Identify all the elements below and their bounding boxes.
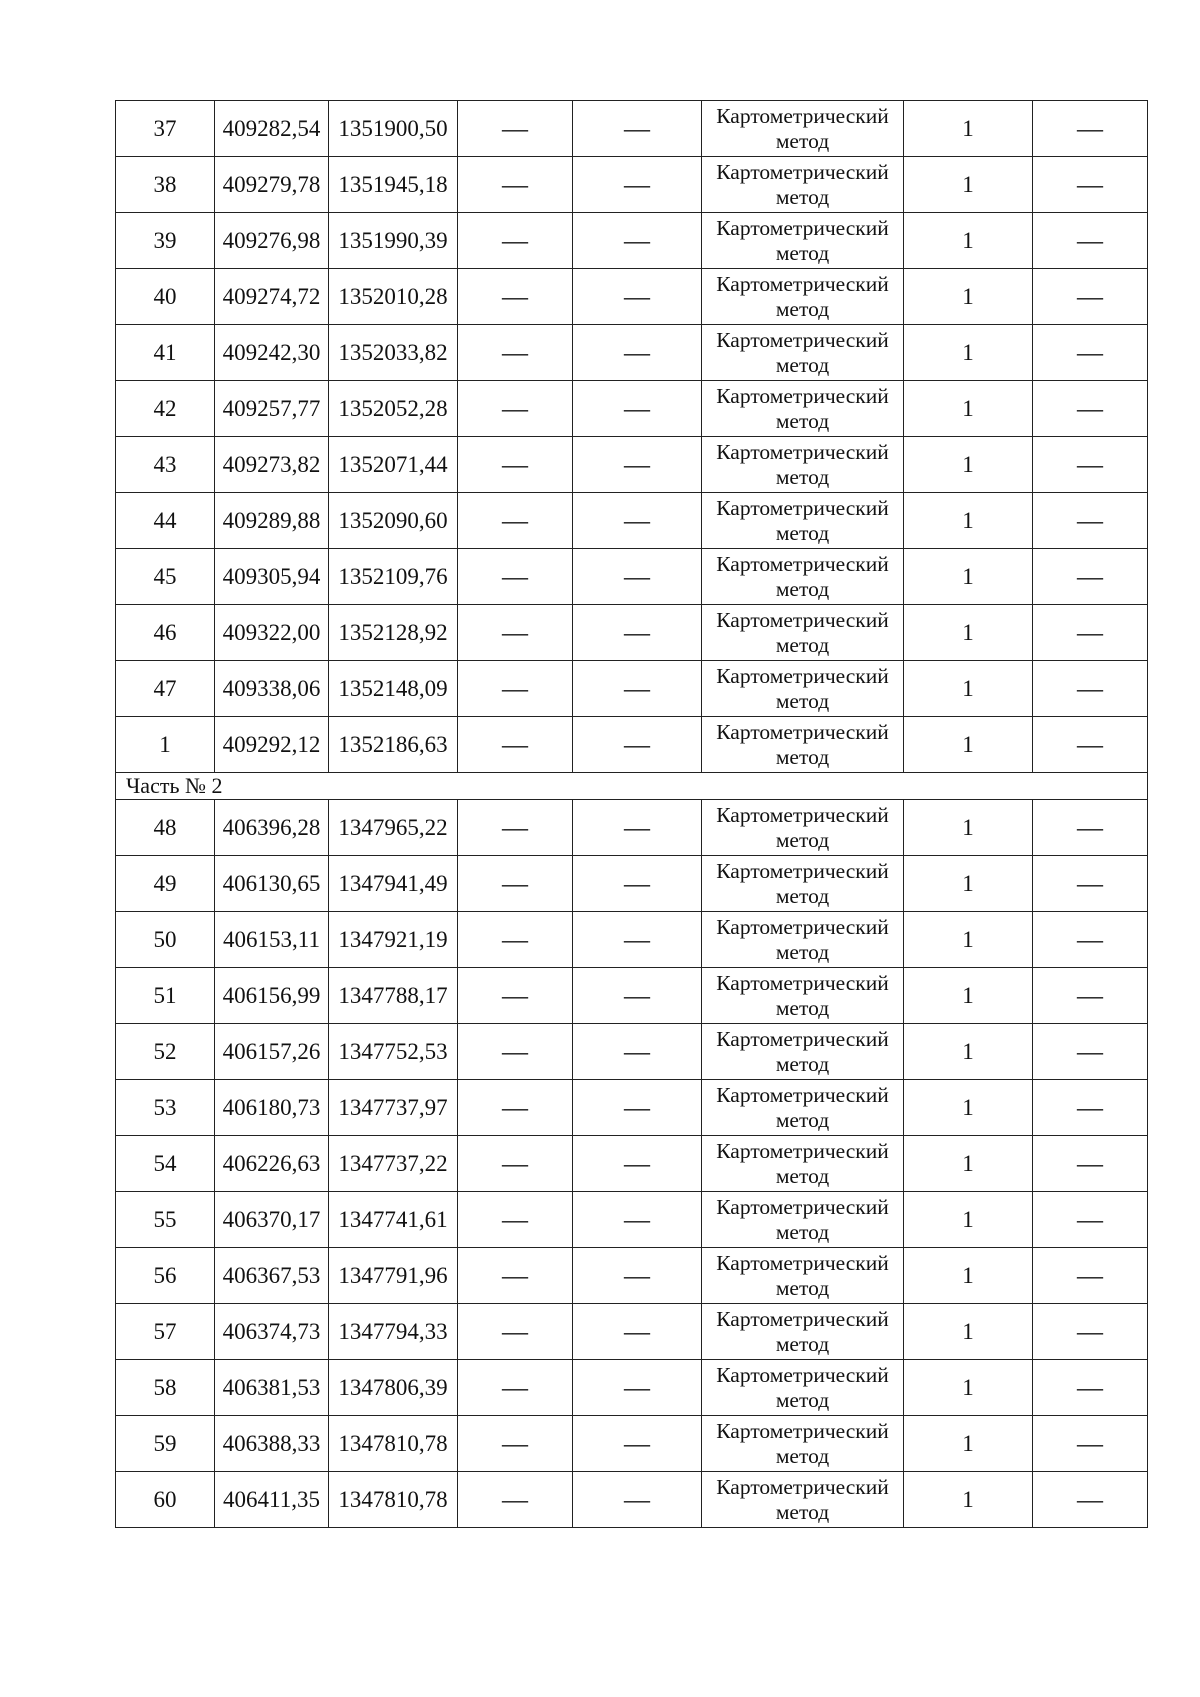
- y-coordinate-cell: 1347737,97: [329, 1080, 458, 1136]
- dash-cell: —: [458, 1360, 573, 1416]
- method-cell: [702, 1080, 904, 1136]
- y-coordinate-cell: 1352090,60: [329, 493, 458, 549]
- dash-cell: —: [458, 549, 573, 605]
- method-text-line: метод: [775, 184, 830, 209]
- y-coordinate-cell: 1347941,49: [329, 856, 458, 912]
- y-coordinate-cell: 1352033,82: [329, 325, 458, 381]
- method-cell: [702, 1136, 904, 1192]
- accuracy-cell: 1: [904, 1472, 1033, 1528]
- dash-cell: —: [1033, 661, 1148, 717]
- table-row: [116, 437, 1148, 493]
- y-coordinate-cell: 1347737,22: [329, 1136, 458, 1192]
- coordinates-table: [115, 100, 1148, 1528]
- y-coordinate-cell: 1352128,92: [329, 605, 458, 661]
- dash-cell: —: [1033, 269, 1148, 325]
- dash-cell: —: [573, 1360, 702, 1416]
- dash-cell: —: [1033, 381, 1148, 437]
- dash-cell: —: [1033, 157, 1148, 213]
- table-row: [116, 1416, 1148, 1472]
- y-coordinate-cell: 1347788,17: [329, 968, 458, 1024]
- method-text-line: метод: [775, 688, 830, 713]
- dash-cell: —: [1033, 856, 1148, 912]
- dash-cell: —: [1033, 101, 1148, 157]
- dash-cell: —: [458, 1472, 573, 1528]
- dash-cell: —: [458, 661, 573, 717]
- method-text-line: метод: [775, 883, 830, 908]
- method-text-line: метод: [775, 1331, 830, 1356]
- accuracy-cell: 1: [904, 1248, 1033, 1304]
- accuracy-cell: 1: [904, 381, 1033, 437]
- y-coordinate-cell: 1347965,22: [329, 800, 458, 856]
- x-coordinate-cell: 406396,28: [215, 800, 329, 856]
- dash-cell: —: [458, 213, 573, 269]
- dash-cell: —: [1033, 1304, 1148, 1360]
- method-text-line: Картометрический: [716, 1194, 889, 1219]
- point-number-cell: 57: [116, 1304, 215, 1360]
- y-coordinate-cell: 1352148,09: [329, 661, 458, 717]
- table-row: [116, 605, 1148, 661]
- x-coordinate-cell: 409274,72: [215, 269, 329, 325]
- dash-cell: —: [458, 717, 573, 773]
- method-cell: [702, 1472, 904, 1528]
- y-coordinate-cell: 1352071,44: [329, 437, 458, 493]
- method-text-line: метод: [775, 939, 830, 964]
- accuracy-cell: 1: [904, 269, 1033, 325]
- table-row: [116, 661, 1148, 717]
- method-cell: [702, 437, 904, 493]
- dash-cell: —: [573, 1192, 702, 1248]
- method-text-line: Картометрический: [716, 159, 889, 184]
- method-text-line: Картометрический: [716, 1474, 889, 1499]
- document-page: [115, 100, 1147, 1528]
- method-cell: [702, 157, 904, 213]
- x-coordinate-cell: 409292,12: [215, 717, 329, 773]
- table-row: [116, 1136, 1148, 1192]
- method-cell: [702, 1192, 904, 1248]
- method-cell: [702, 269, 904, 325]
- method-text-line: Картометрический: [716, 914, 889, 939]
- method-cell: [702, 325, 904, 381]
- table-row: [116, 1192, 1148, 1248]
- point-number-cell: 46: [116, 605, 215, 661]
- point-number-cell: 40: [116, 269, 215, 325]
- method-text-line: Картометрический: [716, 1082, 889, 1107]
- method-cell: [702, 101, 904, 157]
- dash-cell: —: [458, 1024, 573, 1080]
- point-number-cell: 55: [116, 1192, 215, 1248]
- x-coordinate-cell: 406226,63: [215, 1136, 329, 1192]
- x-coordinate-cell: 409338,06: [215, 661, 329, 717]
- dash-cell: —: [458, 800, 573, 856]
- x-coordinate-cell: 409279,78: [215, 157, 329, 213]
- dash-cell: —: [573, 605, 702, 661]
- section-title: Часть № 2: [116, 773, 1148, 800]
- dash-cell: —: [573, 912, 702, 968]
- y-coordinate-cell: 1351990,39: [329, 213, 458, 269]
- method-cell: [702, 1024, 904, 1080]
- y-coordinate-cell: 1351900,50: [329, 101, 458, 157]
- method-text-line: метод: [775, 1443, 830, 1468]
- method-text-line: Картометрический: [716, 103, 889, 128]
- dash-cell: —: [1033, 968, 1148, 1024]
- dash-cell: —: [1033, 1024, 1148, 1080]
- point-number-cell: 1: [116, 717, 215, 773]
- dash-cell: —: [573, 856, 702, 912]
- table-row: [116, 717, 1148, 773]
- x-coordinate-cell: 406411,35: [215, 1472, 329, 1528]
- point-number-cell: 48: [116, 800, 215, 856]
- table-row: [116, 493, 1148, 549]
- method-text-line: Картометрический: [716, 1362, 889, 1387]
- accuracy-cell: 1: [904, 1024, 1033, 1080]
- y-coordinate-cell: 1352010,28: [329, 269, 458, 325]
- method-cell: [702, 213, 904, 269]
- dash-cell: —: [1033, 493, 1148, 549]
- method-text-line: Картометрический: [716, 1138, 889, 1163]
- x-coordinate-cell: 406367,53: [215, 1248, 329, 1304]
- accuracy-cell: 1: [904, 157, 1033, 213]
- method-text-line: метод: [775, 352, 830, 377]
- method-text-line: Картометрический: [716, 858, 889, 883]
- accuracy-cell: 1: [904, 1136, 1033, 1192]
- method-cell: [702, 912, 904, 968]
- dash-cell: —: [573, 1304, 702, 1360]
- method-text-line: Картометрический: [716, 802, 889, 827]
- dash-cell: —: [1033, 325, 1148, 381]
- method-cell: [702, 1360, 904, 1416]
- method-text-line: Картометрический: [716, 271, 889, 296]
- x-coordinate-cell: 406157,26: [215, 1024, 329, 1080]
- dash-cell: —: [1033, 800, 1148, 856]
- dash-cell: —: [573, 661, 702, 717]
- dash-cell: —: [458, 856, 573, 912]
- dash-cell: —: [573, 213, 702, 269]
- dash-cell: —: [1033, 1360, 1148, 1416]
- table-row: [116, 800, 1148, 856]
- method-text-line: метод: [775, 240, 830, 265]
- table-row: [116, 1248, 1148, 1304]
- accuracy-cell: 1: [904, 101, 1033, 157]
- table-row: [116, 1472, 1148, 1528]
- accuracy-cell: 1: [904, 1304, 1033, 1360]
- table-row: [116, 325, 1148, 381]
- dash-cell: —: [458, 157, 573, 213]
- point-number-cell: 43: [116, 437, 215, 493]
- method-text-line: метод: [775, 1219, 830, 1244]
- accuracy-cell: 1: [904, 661, 1033, 717]
- x-coordinate-cell: 406180,73: [215, 1080, 329, 1136]
- table-row: [116, 381, 1148, 437]
- dash-cell: —: [573, 381, 702, 437]
- y-coordinate-cell: 1352186,63: [329, 717, 458, 773]
- method-cell: [702, 856, 904, 912]
- accuracy-cell: 1: [904, 968, 1033, 1024]
- dash-cell: —: [458, 437, 573, 493]
- method-text-line: метод: [775, 1387, 830, 1412]
- table-row: [116, 968, 1148, 1024]
- x-coordinate-cell: 409289,88: [215, 493, 329, 549]
- method-text-line: метод: [775, 464, 830, 489]
- y-coordinate-cell: 1351945,18: [329, 157, 458, 213]
- table-row: [116, 157, 1148, 213]
- point-number-cell: 49: [116, 856, 215, 912]
- dash-cell: —: [1033, 912, 1148, 968]
- method-text-line: метод: [775, 520, 830, 545]
- method-text-line: метод: [775, 995, 830, 1020]
- table-row: [116, 269, 1148, 325]
- dash-cell: —: [1033, 1472, 1148, 1528]
- dash-cell: —: [458, 269, 573, 325]
- point-number-cell: 41: [116, 325, 215, 381]
- x-coordinate-cell: 406370,17: [215, 1192, 329, 1248]
- method-text-line: метод: [775, 128, 830, 153]
- y-coordinate-cell: 1347794,33: [329, 1304, 458, 1360]
- dash-cell: —: [573, 269, 702, 325]
- x-coordinate-cell: 406388,33: [215, 1416, 329, 1472]
- dash-cell: —: [458, 381, 573, 437]
- dash-cell: —: [458, 912, 573, 968]
- x-coordinate-cell: 409257,77: [215, 381, 329, 437]
- dash-cell: —: [458, 493, 573, 549]
- method-cell: [702, 1416, 904, 1472]
- dash-cell: —: [458, 968, 573, 1024]
- y-coordinate-cell: 1347921,19: [329, 912, 458, 968]
- method-cell: [702, 605, 904, 661]
- method-text-line: метод: [775, 408, 830, 433]
- x-coordinate-cell: 406156,99: [215, 968, 329, 1024]
- dash-cell: —: [1033, 1080, 1148, 1136]
- method-text-line: Картометрический: [716, 383, 889, 408]
- accuracy-cell: 1: [904, 1192, 1033, 1248]
- table-row: [116, 101, 1148, 157]
- dash-cell: —: [458, 1192, 573, 1248]
- dash-cell: —: [573, 1416, 702, 1472]
- method-text-line: метод: [775, 744, 830, 769]
- point-number-cell: 42: [116, 381, 215, 437]
- point-number-cell: 38: [116, 157, 215, 213]
- table-row: [116, 1024, 1148, 1080]
- dash-cell: —: [573, 1136, 702, 1192]
- dash-cell: —: [573, 549, 702, 605]
- x-coordinate-cell: 409242,30: [215, 325, 329, 381]
- point-number-cell: 58: [116, 1360, 215, 1416]
- table-row: [116, 912, 1148, 968]
- method-text-line: Картометрический: [716, 327, 889, 352]
- method-text-line: Картометрический: [716, 439, 889, 464]
- x-coordinate-cell: 409282,54: [215, 101, 329, 157]
- point-number-cell: 44: [116, 493, 215, 549]
- table-row: [116, 856, 1148, 912]
- method-text-line: Картометрический: [716, 970, 889, 995]
- accuracy-cell: 1: [904, 1416, 1033, 1472]
- dash-cell: —: [573, 1024, 702, 1080]
- method-text-line: Картометрический: [716, 719, 889, 744]
- accuracy-cell: 1: [904, 1360, 1033, 1416]
- y-coordinate-cell: 1347752,53: [329, 1024, 458, 1080]
- dash-cell: —: [458, 325, 573, 381]
- dash-cell: —: [458, 1416, 573, 1472]
- x-coordinate-cell: 409322,00: [215, 605, 329, 661]
- accuracy-cell: 1: [904, 325, 1033, 381]
- table-body: [116, 101, 1148, 1528]
- dash-cell: —: [458, 605, 573, 661]
- point-number-cell: 51: [116, 968, 215, 1024]
- dash-cell: —: [458, 101, 573, 157]
- accuracy-cell: 1: [904, 856, 1033, 912]
- method-text-line: Картометрический: [716, 1026, 889, 1051]
- accuracy-cell: 1: [904, 437, 1033, 493]
- point-number-cell: 37: [116, 101, 215, 157]
- point-number-cell: 56: [116, 1248, 215, 1304]
- dash-cell: —: [573, 437, 702, 493]
- dash-cell: —: [1033, 1416, 1148, 1472]
- y-coordinate-cell: 1352109,76: [329, 549, 458, 605]
- accuracy-cell: 1: [904, 605, 1033, 661]
- x-coordinate-cell: 406381,53: [215, 1360, 329, 1416]
- dash-cell: —: [458, 1080, 573, 1136]
- y-coordinate-cell: 1347806,39: [329, 1360, 458, 1416]
- accuracy-cell: 1: [904, 1080, 1033, 1136]
- method-cell: [702, 549, 904, 605]
- y-coordinate-cell: 1347741,61: [329, 1192, 458, 1248]
- dash-cell: —: [1033, 1192, 1148, 1248]
- dash-cell: —: [573, 1472, 702, 1528]
- method-text-line: метод: [775, 576, 830, 601]
- table-row: [116, 1360, 1148, 1416]
- x-coordinate-cell: 406153,11: [215, 912, 329, 968]
- method-cell: [702, 717, 904, 773]
- point-number-cell: 45: [116, 549, 215, 605]
- table-row: [116, 549, 1148, 605]
- point-number-cell: 59: [116, 1416, 215, 1472]
- method-text-line: метод: [775, 1163, 830, 1188]
- dash-cell: —: [458, 1248, 573, 1304]
- method-cell: [702, 493, 904, 549]
- dash-cell: —: [458, 1136, 573, 1192]
- section-header-row: [116, 773, 1148, 800]
- accuracy-cell: 1: [904, 549, 1033, 605]
- y-coordinate-cell: 1347791,96: [329, 1248, 458, 1304]
- dash-cell: —: [1033, 717, 1148, 773]
- dash-cell: —: [573, 1248, 702, 1304]
- table-row: [116, 1304, 1148, 1360]
- point-number-cell: 39: [116, 213, 215, 269]
- point-number-cell: 47: [116, 661, 215, 717]
- method-cell: [702, 1304, 904, 1360]
- dash-cell: —: [1033, 549, 1148, 605]
- method-cell: [702, 968, 904, 1024]
- method-text-line: метод: [775, 1275, 830, 1300]
- point-number-cell: 60: [116, 1472, 215, 1528]
- table-row: [116, 1080, 1148, 1136]
- method-text-line: метод: [775, 632, 830, 657]
- method-text-line: метод: [775, 827, 830, 852]
- method-text-line: Картометрический: [716, 551, 889, 576]
- method-cell: [702, 800, 904, 856]
- point-number-cell: 53: [116, 1080, 215, 1136]
- dash-cell: —: [573, 157, 702, 213]
- method-text-line: Картометрический: [716, 1250, 889, 1275]
- dash-cell: —: [573, 493, 702, 549]
- method-text-line: Картометрический: [716, 1418, 889, 1443]
- method-text-line: метод: [775, 1499, 830, 1524]
- method-text-line: Картометрический: [716, 215, 889, 240]
- y-coordinate-cell: 1347810,78: [329, 1472, 458, 1528]
- method-text-line: метод: [775, 1107, 830, 1132]
- dash-cell: —: [573, 800, 702, 856]
- dash-cell: —: [1033, 213, 1148, 269]
- method-text-line: Картометрический: [716, 663, 889, 688]
- point-number-cell: 50: [116, 912, 215, 968]
- method-text-line: Картометрический: [716, 1306, 889, 1331]
- accuracy-cell: 1: [904, 800, 1033, 856]
- dash-cell: —: [1033, 605, 1148, 661]
- dash-cell: —: [573, 968, 702, 1024]
- method-cell: [702, 381, 904, 437]
- point-number-cell: 52: [116, 1024, 215, 1080]
- dash-cell: —: [573, 101, 702, 157]
- method-text-line: метод: [775, 296, 830, 321]
- method-cell: [702, 1248, 904, 1304]
- dash-cell: —: [1033, 1248, 1148, 1304]
- method-cell: [702, 661, 904, 717]
- dash-cell: —: [573, 1080, 702, 1136]
- y-coordinate-cell: 1352052,28: [329, 381, 458, 437]
- accuracy-cell: 1: [904, 717, 1033, 773]
- method-text-line: Картометрический: [716, 607, 889, 632]
- method-text-line: Картометрический: [716, 495, 889, 520]
- dash-cell: —: [1033, 437, 1148, 493]
- x-coordinate-cell: 406130,65: [215, 856, 329, 912]
- x-coordinate-cell: 409273,82: [215, 437, 329, 493]
- table-row: [116, 213, 1148, 269]
- y-coordinate-cell: 1347810,78: [329, 1416, 458, 1472]
- x-coordinate-cell: 406374,73: [215, 1304, 329, 1360]
- dash-cell: —: [1033, 1136, 1148, 1192]
- x-coordinate-cell: 409305,94: [215, 549, 329, 605]
- dash-cell: —: [573, 717, 702, 773]
- dash-cell: —: [458, 1304, 573, 1360]
- point-number-cell: 54: [116, 1136, 215, 1192]
- x-coordinate-cell: 409276,98: [215, 213, 329, 269]
- accuracy-cell: 1: [904, 493, 1033, 549]
- method-text-line: метод: [775, 1051, 830, 1076]
- accuracy-cell: 1: [904, 912, 1033, 968]
- dash-cell: —: [573, 325, 702, 381]
- accuracy-cell: 1: [904, 213, 1033, 269]
